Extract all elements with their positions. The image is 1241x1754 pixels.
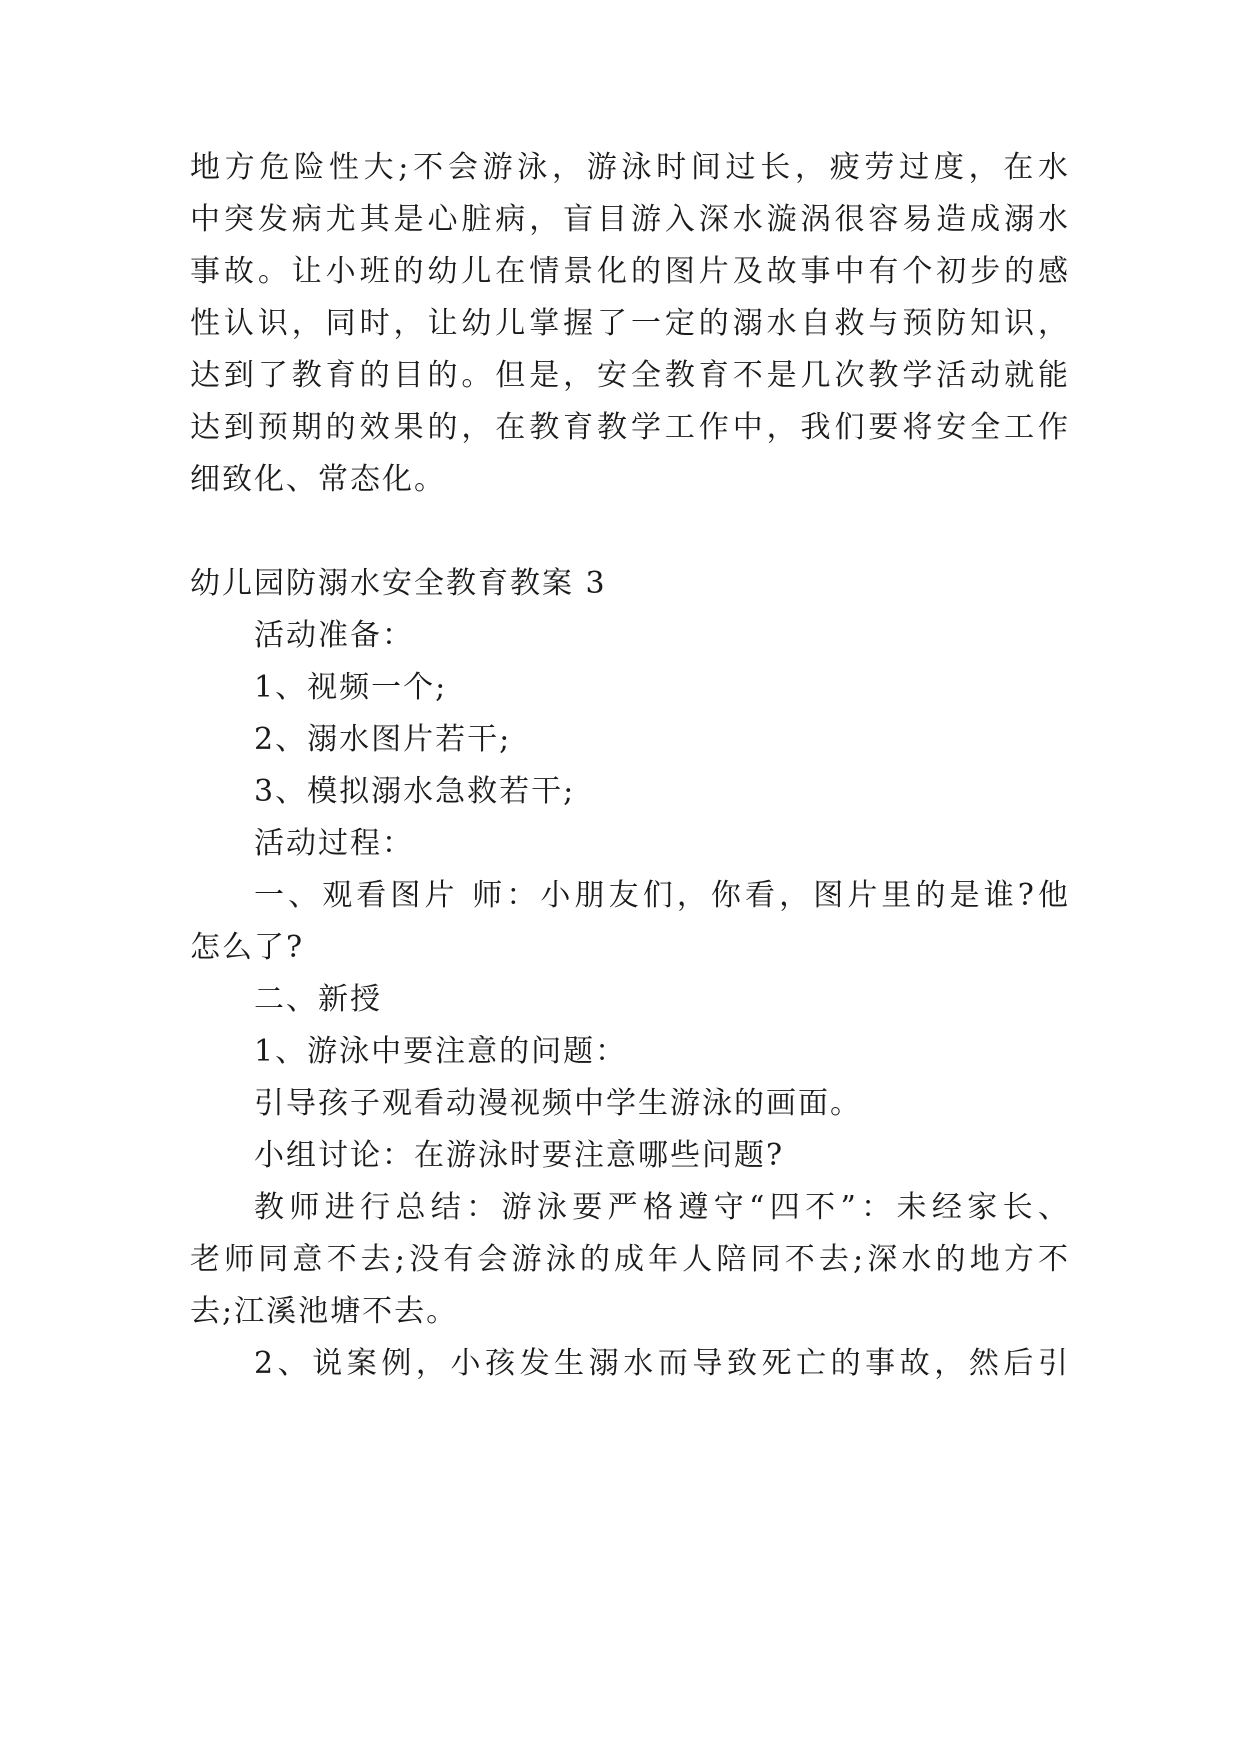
paragraph-line: 达到预期的效果的，在教育教学工作中，我们要将安全工作 bbox=[190, 410, 1070, 445]
prep-item: 3、模拟溺水急救若干; bbox=[254, 774, 576, 809]
paragraph-line: 达到了教育的目的。但是，安全教育不是几次教学活动就能 bbox=[190, 358, 1070, 393]
paragraph-line: 一、观看图片 师：小朋友们，你看，图片里的是谁?他 bbox=[254, 878, 1070, 913]
paragraph-line: 细致化、常态化。 bbox=[190, 462, 446, 497]
paragraph-line: 教师进行总结：游泳要严格遵守“四不”：未经家长、 bbox=[254, 1190, 1070, 1225]
paragraph-line: 小组讨论：在游泳时要注意哪些问题? bbox=[254, 1138, 785, 1173]
sub1-heading: 1、游泳中要注意的问题： bbox=[254, 1034, 628, 1069]
paragraph-line: 去;江溪池塘不去。 bbox=[190, 1294, 459, 1329]
step2-heading: 二、新授 bbox=[254, 982, 382, 1017]
paragraph-line: 引导孩子观看动漫视频中学生游泳的画面。 bbox=[254, 1086, 862, 1121]
paragraph-line: 怎么了? bbox=[190, 930, 305, 965]
prep-item: 2、溺水图片若干; bbox=[254, 722, 512, 757]
process-heading: 活动过程： bbox=[254, 826, 414, 861]
paragraph-line: 2、说案例，小孩发生溺水而导致死亡的事故，然后引 bbox=[254, 1346, 1070, 1381]
paragraph-line: 老师同意不去;没有会游泳的成年人陪同不去;深水的地方不 bbox=[190, 1242, 1070, 1277]
paragraph-line: 事故。让小班的幼儿在情景化的图片及故事中有个初步的感 bbox=[190, 254, 1070, 289]
prep-heading: 活动准备： bbox=[254, 618, 414, 653]
paragraph-line: 地方危险性大;不会游泳，游泳时间过长，疲劳过度，在水 bbox=[190, 150, 1070, 185]
section-title: 幼儿园防溺水安全教育教案 3 bbox=[190, 566, 607, 601]
paragraph-line: 中突发病尤其是心脏病，盲目游入深水漩涡很容易造成溺水 bbox=[190, 202, 1070, 237]
prep-item: 1、视频一个; bbox=[254, 670, 448, 705]
paragraph-line: 性认识，同时，让幼儿掌握了一定的溺水自救与预防知识， bbox=[190, 306, 1070, 341]
